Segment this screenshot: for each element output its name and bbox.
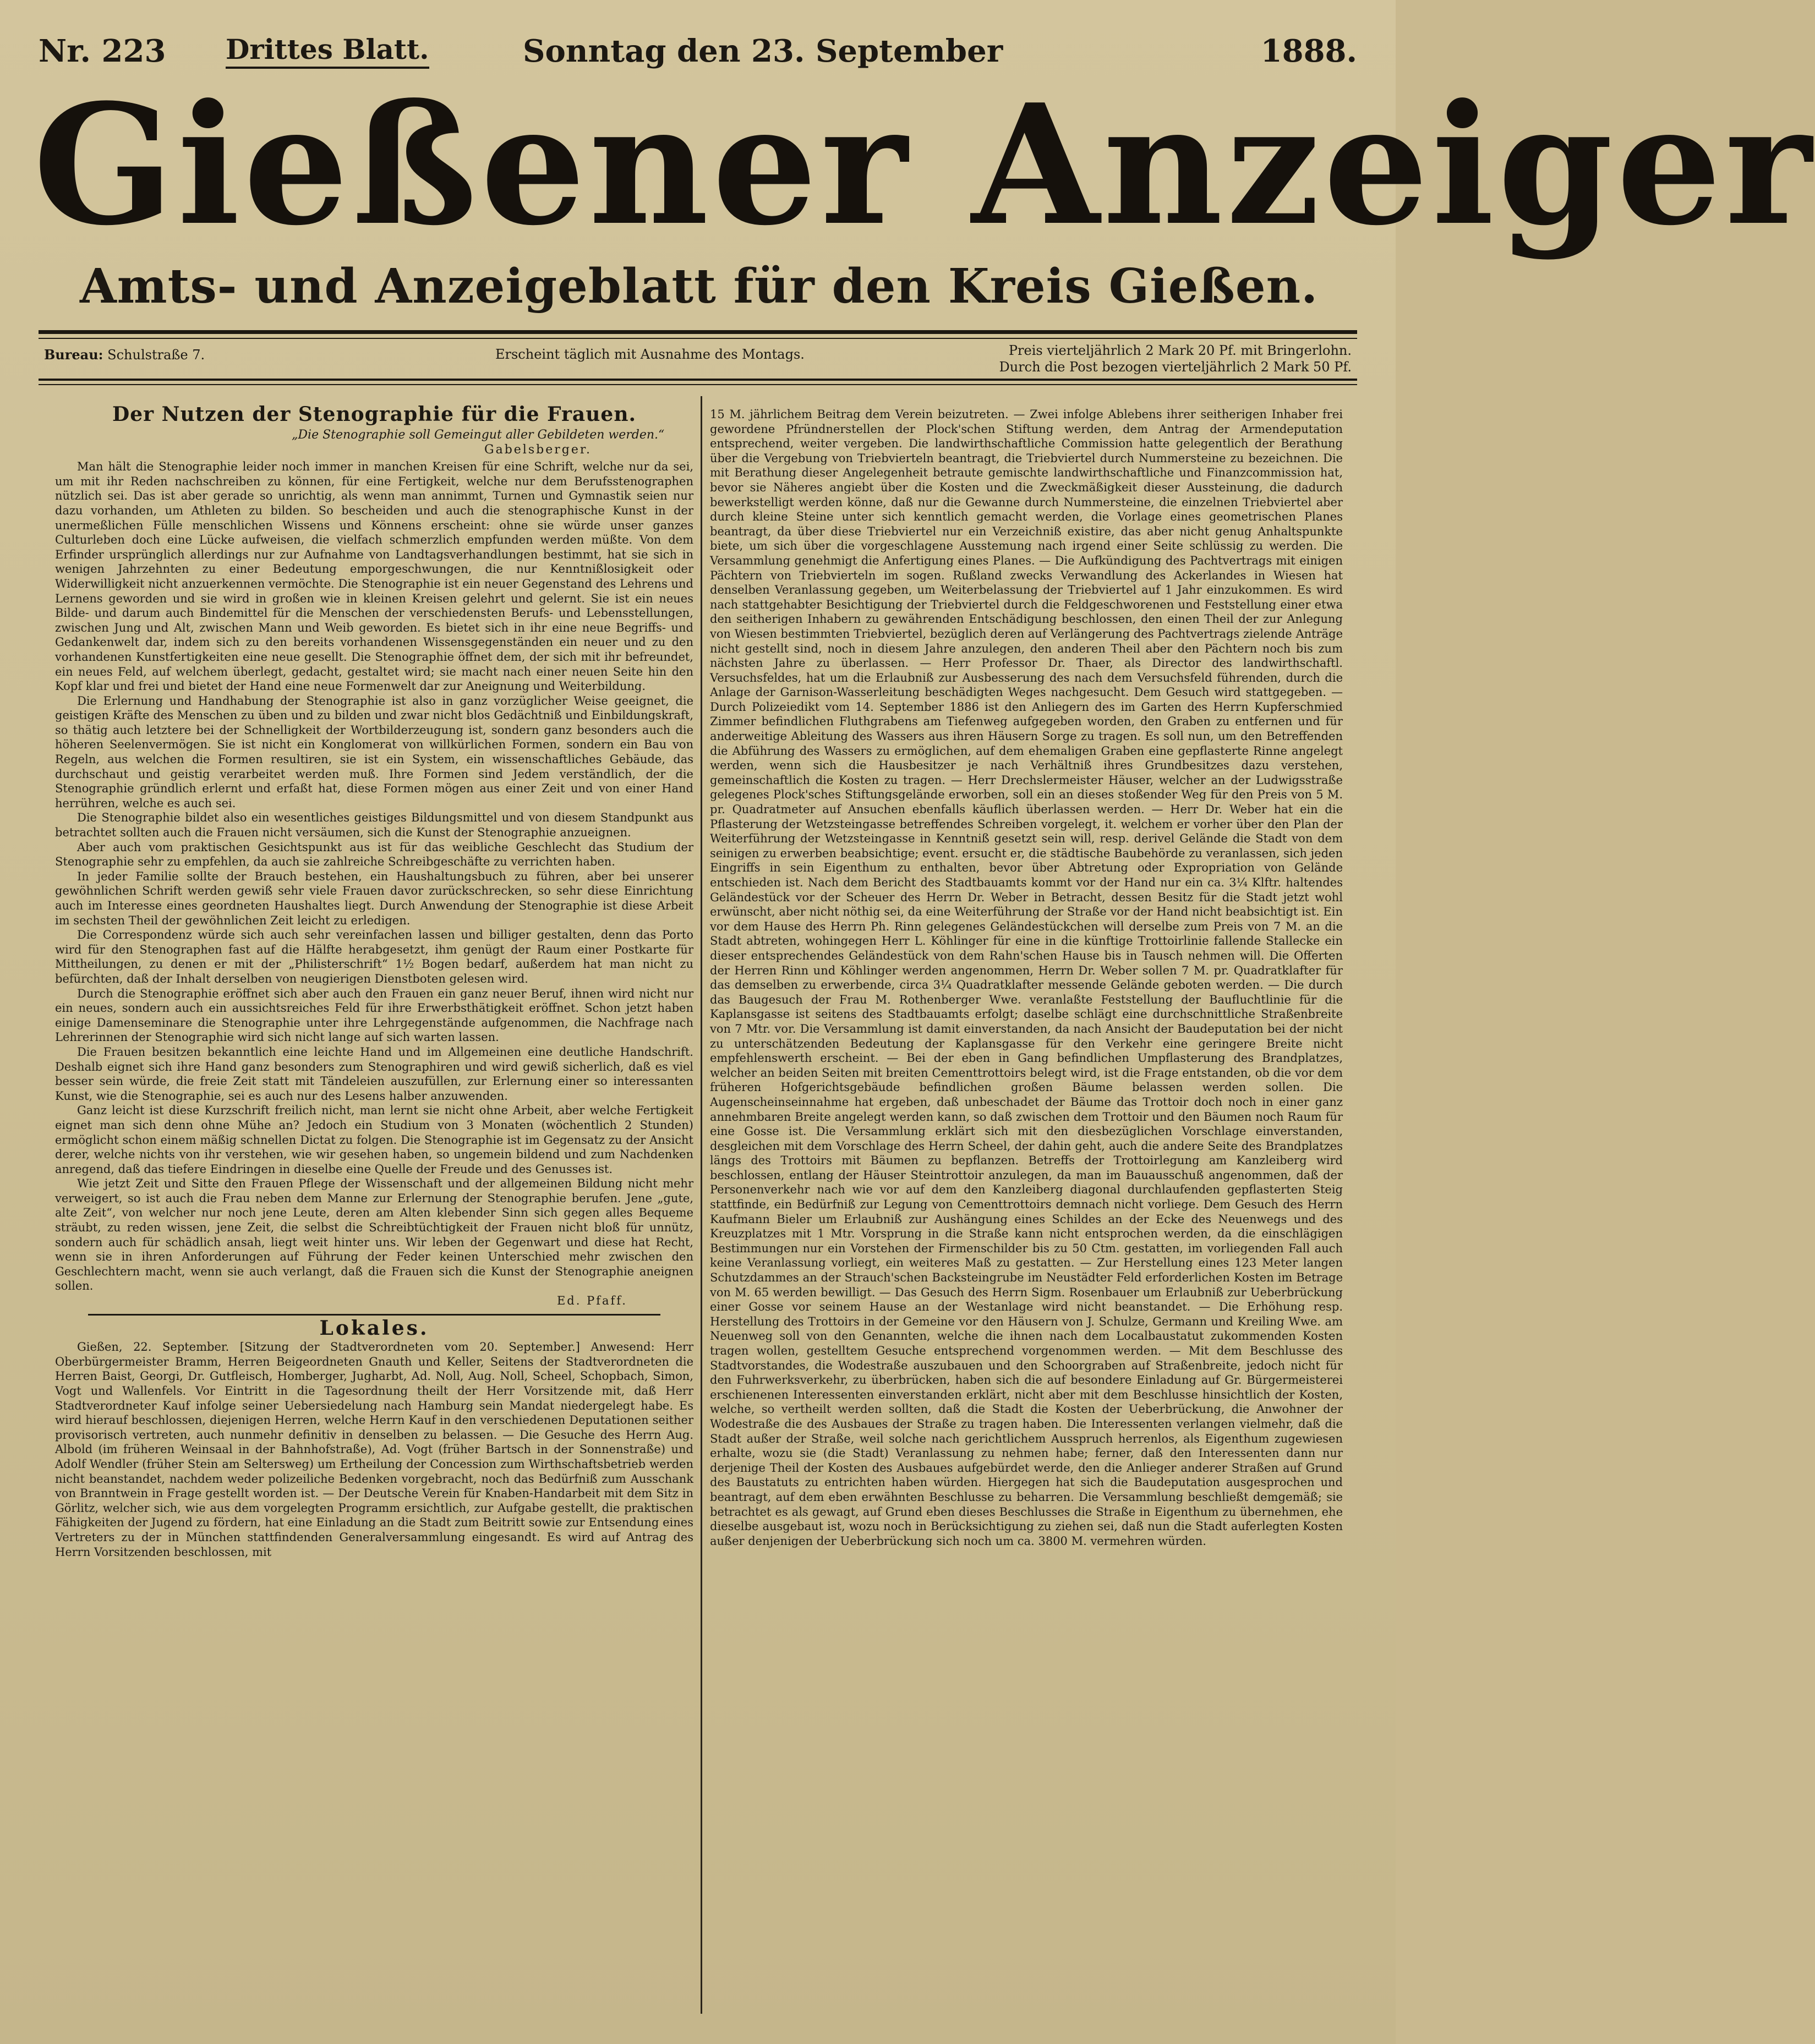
bureau-info	[44, 347, 205, 363]
section-rule	[88, 1314, 660, 1316]
article-paragraph: Aber auch vom praktischen Gesichtspunkt aus ist für das weibliche Geschlecht das Studium der Stenographie sehr zu empfehlen, da auch sie zahlreiche Schreibgeschäfte zu verrichten haben.	[55, 840, 693, 869]
article-paragraph: Die Stenographie bildet also ein wesentliches geistiges Bildungsmittel und von diesem Standpunkt aus betrachtet sollten auch die Frauen nicht versäumen, sich die Kunst der Stenographie anzueignen.	[55, 811, 693, 840]
masthead-title: Gießener Anzeiger	[33, 68, 1815, 262]
column-divider	[701, 396, 702, 2014]
price-line: Preis vierteljährlich 2 Mark 20 Pf. mit Bringerlohn.	[1008, 343, 1352, 358]
lokales-text: 15 M. jährlichem Beitrag dem Verein beizutreten. — Zwei infolge Ablebens ihrer seitherigen Inhaber frei gewordene Pfründnerstellen der Plock'schen Stiftung werden, dem Antrag der Armendeputation entsprechend, weiter vergeben. Die landwirthschaftliche Commission hatte gelegentlich der Berathung über die Vergebung von Triebvierteln beantragt, die Triebviertel durch Nummersteine zu bezeichnen. Die mit Berathung dieser Angelegenheit betraute gemischte landwirthschaftliche und Finanzcommission hat, bevor sie Näheres angiebt über die Kosten und die Zweckmäßigkeit dieser Aussteinung, die dadurch bewerkstelligt werden könne, daß nur die Gewanne durch Nummersteine, die einzelnen Triebviertel aber durch kleine Steine unter sich kenntlich gemacht werden, die Vorlage eines geometrischen Planes beantragt, da über diese Triebviertel nur ein Verzeichniß existire, das aber nicht genug Anhaltspunkte biete, um sich über die vorgeschlagene Ausstemung nach irgend einer Seite schlüssig zu werden. Die Versammlung genehmigt die Anfertigung eines Planes. — Die Aufkündigung des Pachtvertrags mit einigen Pächtern von Triebvierteln im sogen. Rußland zwecks Verwandlung des Ackerlandes in Wiesen hat denselben Veranlassung gegeben, um Weiterbelassung der Triebviertel auf 1 Jahr einzukommen. Es wird nach stattgehabter Besichtigung der Triebviertel durch die Feldgeschworenen und Feststellung einer etwa den seitherigen Inhabern zu gewährenden Entschädigung beschlossen, den einen Theil der zur Anlegung von Wiesen bestimmten Triebviertel, bezüglich deren auf Verlängerung des Pachtvertrags zielende Anträge nicht gestellt sind, noch in diesem Jahre anzulegen, den anderen Theil aber den Pächtern noch bis zum nächsten Jahre zu überlassen. — Herr Professor Dr. Thaer, als Director des landwirthschaftl. Versuchsfeldes, hat um die Erlaubniß zur Ausbesserung des nach dem Versuchsfeld führenden, durch die Anlage der Garnison-Wasserleitung beschädigten Weges nachgesucht. Dem Gesuch wird stattgegeben. — Durch Polizeiedikt vom 14. September 1886 ist den Anliegern des im Garten des Herrn Kupferschmied Zimmer befindlichen Fluthgrabens am Tiefenweg aufgegeben worden, den Graben zu entfernen und für anderweitige Ableitung des Wassers aus ihren Häusern Sorge zu tragen. Es soll nun, um den Betreffenden die Abführung des Wassers zu ermöglichen, auf dem ehemaligen Graben eine gepflasterte Rinne angelegt werden, wenn sich die Hausbesitzer je nach Verhältniß ihres Grundbesitzes dazu verstehen, gemeinschaftlich die Kosten zu tragen. — Herr Drechslermeister Häuser, welcher an der Ludwigsstraße gelegenes Plock'sches Stiftungsgelände erworben, soll ein an dieses stoßender Weg für den Preis von 5 M. pr. Quadratmeter auf Ansuchen ebenfalls käuflich überlassen werden. — Herr Dr. Weber hat ein die Pflasterung der Wetzsteingasse betreffendes Schreiben vorgelegt, it. welchem er vorher über den Plan der Weiterführung der Wetzsteingasse in Kenntniß gesetzt sein will, resp. derivel Gelände die Stadt von dem seinigen zu erwerben beabsichtige; event. ersucht er, die städtische Baubehörde zu veranlassen, sich jeden Eingriffs in sein Eigenthum zu enthalten, bevor über Abtretung oder Expropriation von Gelände entschieden ist. Nach dem Bericht des Stadtbauamts kommt vor der Hand nur ein ca. 3¼ Klftr. haltendes Geländestück vor der Scheuer des Herrn Dr. Weber in Betracht, dessen Besitz für die Stadt jetzt wohl erwünscht, aber nicht nöthig sei, da eine Weiterführung der Straße vor der Hand nicht beabsichtigt ist. Ein vor dem Hause des Herrn Ph. Rinn gelegenes Geländestückchen will derselbe zum Preis von 7 M. an die Stadt abtreten, wohingegen Herr L. Köhlinger für eine in die künftige Trottoirlinie fallende Stallecke ein dieser entsprechendes Geländestück von dem Rahn'schen Hause bis in Tausch nehmen will. Die Offerten der Herren Rinn und Köhlinger werden angenommen, Herrn Dr. Weber sollen 7 M. pr. Quadratklafter für das demselben zu erwerbende, circa 3¼ Quadratklafter messende Gelände geboten werden. — Die durch das Baugesuch der Frau M. Rothenberger Wwe. veranlaßte Feststellung der Baufluchtlinie für die Kaplansgasse ist seitens des Stadtbauamts erfolgt; daselbe schlägt eine durchschnittliche Straßenbreite von 7 Mtr. vor. Die Versammlung ist damit einverstanden, da nach Ansicht der Baudeputation bei der nicht zu unterschätzenden Bedeutung der Kaplansgasse für den Verkehr eine geringere Breite nicht empfehlenswerth erscheint. — Bei der eben in Gang befindlichen Umpflasterung des Brandplatzes, welcher an beiden Seiten mit breiten Cementtrottoirs belegt wird, ist die Frage entstanden, ob die vor dem früheren Hofgerichtsgebäude befindlichen großen Bäume belassen werden sollen. Die Augenscheinseinnahme hat ergeben, daß unbeschadet der Bäume das Trottoir doch noch in einer ganz annehmbaren Breite angelegt werden kann, so daß zwischen dem Trottoir und den Bäumen noch Raum für eine Gosse ist. Die Versammlung erklärt sich mit den diesbezüglichen Vorschlage einverstanden, desgleichen mit dem Vorschlage des Herrn Scheel, der dahin geht, auch die andere Seite des Brandplatzes längs des Trottoirs mit Bäumen zu bepflanzen. Betreffs der Trottoirlegung am Kanzleiberg wird beschlossen, entlang der Häuser Steintrottoir anzulegen, da man im Bauausschuß angenommen, daß der Personenverkehr nach wie vor auf dem den Kanzleiberg diagonal durchlaufenden gepflasterten Steig stattfinde, ein Bedürfniß zur Legung von Cementtrottoirs demnach nicht vorliege. Dem Gesuch des Herrn Kaufmann Bieler um Erlaubniß zur Aushängung eines Schildes an der Ecke des Neuenwegs und des Kreuzplatzes mit 1 Mtr. Vorsprung in die Straße kann nicht entsprochen werden, da die einschlägigen Bestimmungen nur ein Vorstehen der Firmenschilder bis zu 50 Ctm. gestatten, im vorliegenden Fall auch keine Veranlassung vorliegt, ein weiteres Maß zu gestatten. — Zur Herstellung eines 123 Meter langen Schutzdammes an der Strauch'schen Backsteingrube im Neustädter Feld erforderlichen Kosten im Betrage von M. 65 werden bewilligt. — Das Gesuch des Herrn Sigm. Rosenbauer um Erlaubniß zur Ueberbrückung einer Gosse vor seinem Hause an der Westanlage wird nicht beanstandet. — Die Erhöhung resp. Herstellung des Trottoirs in der Gemeine vor den Häusern von J. Schulze, Germann und Kreiling Wwe. am Neuenweg soll von den Genannten, welche die ihnen nach dem Localbaustatut zukommenden Kosten tragen wollen, gestelltem Gesuche entsprechend vorgenommen werden. — Mit dem Beschlusse des Stadtvorstandes, die Wodestraße auszubauen und den Schoorgraben auf Straßenbreite, jedoch nicht für den Fuhrwerksverkehr, zu überbrücken, haben sich die auf besondere Einladung auf Gr. Bürgermeisterei erschienenen Interessenten einverstanden erklärt, nicht aber mit dem Beschlusse hinsichtlich der Kosten, welche, so vertheilt werden sollten, daß die Stadt die Kosten der Ueberbrückung, die Anwohner der Wodestraße die des Ausbaues der Straße zu tragen haben. Die Interessenten verlangen vielmehr, daß die Stadt außer der Straße, weil solche nach gerichtlichem Ausspruch herrenlos, als Eigenthum zugewiesen erhalte, wozu sie (die Stadt) Veranlassung zu nehmen habe; ferner, daß den Interessenten dann nur derjenige Theil der Kosten des Ausbaues aufgebürdet werde, den die Anlieger anderer Straßen auf Grund des Baustatuts zu entrichten haben würden. Hiergegen hat sich die Baudeputation ausgesprochen und beantragt, auf dem eben erwähnten Beschlusse zu beharren. Die Versammlung beschließt demgemäß; sie betrachtet es als gewagt, auf Grund eben dieses Beschlusses die Straße in Eigenthum zu übernehmen, ehe dieselbe ausgebaut ist, wozu noch in Berücksichtigung zu ziehen sei, daß nun die Stadt auferlegten Kosten außer denjenigen der Ueberbrückung sich noch um ca. 3800 M. vermehren würden.	[710, 408, 1343, 1548]
article-paragraph: Die Erlernung und Handhabung der Stenographie ist also in ganz vorzüglicher Weise geeignet, die geistigen Kräfte des Menschen zu üben und zu bilden und zwar nicht blos Gedächtniß und Einbildungskraft, so thätig auch letztere bei der Schnelligkeit der Wortbilderzeugung ist, sondern ganz besonders auch die höheren Seelenvermögen. Sie ist nicht ein Konglomerat von willkürlichen Formen, sondern ein Bau von Regeln, aus welchen die Formen resultiren, sie ist ein System, ein wissenschaftliches Gebäude, das durchschaut und geistig verarbeitet werden muß. Ihre Formen sind Jedem verständlich, der die Stenographie gründlich erlernt und erfaßt hat, diese Formen mögen aus einer Zeit und von einer Hand herrühren, welche es auch sei.	[55, 694, 693, 810]
right-column	[710, 407, 1343, 1548]
article-paragraph: Wie jetzt Zeit und Sitte den Frauen Pflege der Wissenschaft und der allgemeinen Bildung nicht mehr verweigert, so ist auch die Frau neben dem Manne zur Erlernung der Stenographie berufen. Jene „gute, alte Zeit“, von welcher nur noch jene Leute, deren am Alten klebender Sinn sich gegen alles Bequeme sträubt, zu reden wissen, jene Zeit, die selbst die Schreibtüchtigkeit der Frauen nicht bloß für unnütz, sondern auch für schädlich ansah, liegt weit hinter uns. Wir leben der Gegenwart und diese hat Recht, wenn sie in ihren Anforderungen auf Führung der Feder keinen Unterschied mehr zwischen den Geschlechtern macht, wenn sie auch verlangt, daß die Frauen sich die Kunst der Stenographie aneignen sollen.	[55, 1177, 693, 1293]
price-line: Durch die Post bezogen vierteljährlich 2 Mark 50 Pf.	[999, 359, 1352, 375]
section-heading-lokales: Lokales.	[319, 1316, 429, 1340]
publication-info: Erscheint täglich mit Ausnahme des Montags.	[495, 347, 805, 362]
header-rule	[39, 330, 1357, 334]
article-title: Der Nutzen der Stenographie für die Frauen.	[112, 403, 637, 426]
header-rule	[39, 384, 1357, 385]
masthead-subtitle: Amts- und Anzeigeblatt für den Kreis Gießen.	[79, 259, 1319, 314]
bureau-address: Schulstraße 7.	[107, 347, 205, 363]
lokales-text: Gießen, 22. September. [Sitzung der Stadtverordneten vom 20. September.] Anwesend: Herr Oberbürgermeister Bramm, Herren Beigeordneten Gnauth und Keller, Seitens der Stadtverordneten die Herren Baist, Georgi, Dr. Gutfleisch, Homberger, Jugharbt, Ad. Noll, Aug. Noll, Scheel, Schopbach, Simon, Vogt und Wallenfels. Vor Eintritt in die Tagesordnung theilt der Herr Vorsitzende mit, daß Herr Stadtverordneter Kauf infolge seiner Uebersiedelung nach Hamburg sein Mandat niedergelegt habe. Es wird hierauf beschlossen, diejenigen Herren, welche Herrn Kauf in den verschiedenen Deputationen seither provisorisch vertreten, auch nunmehr definitiv in denselben zu belassen. — Die Gesuche des Herrn Aug. Albold (im früheren Weinsaal in der Bahnhofstraße), Ad. Vogt (früher Bartsch in der Sonnenstraße) und Adolf Wendler (früher Stein am Seltersweg) um Ertheilung der Concession zum Wirthschaftsbetrieb werden nicht beanstandet, nachdem weder polizeiliche Bedenken vorgebracht, noch das Bedürfniß zum Ausschank von Branntwein in Frage gestellt worden ist. — Der Deutsche Verein für Knaben-Handarbeit mit dem Sitz in Görlitz, welcher sich, wie aus dem vorgelegten Programm ersichtlich, zur Aufgabe gestellt, die praktischen Fähigkeiten der Jugend zu fördern, hat eine Einladung an die Stadt zum Beitritt sowie zur Entsendung eines Vertreters zu der in München stattfindenden Generalversammlung eingesandt. Es wird auf Antrag des Herrn Vorsitzenden beschlossen, mit	[55, 1340, 693, 1559]
sheet-label: Drittes Blatt.	[226, 33, 429, 69]
motto-source: Gabelsberger.	[484, 442, 592, 457]
article-motto: „Die Stenographie soll Gemeingut aller Gebildeten werden.“	[292, 428, 665, 442]
bureau-label: Bureau:	[44, 347, 103, 363]
article-paragraph: Die Frauen besitzen bekanntlich eine leichte Hand und im Allgemeinen eine deutliche Handschrift. Deshalb eignet sich ihre Hand ganz besonders zum Stenographiren und wird gewiß sicherlich, daß es viel besser sein würde, die freie Zeit statt mit Tändeleien auszufüllen, zur Erlernung einer so interessanten Kunst, wie die Stenographie, sei es auch nur des Lesens halber anzuwenden.	[55, 1045, 693, 1103]
issue-date: Sonntag den 23. September	[523, 33, 1003, 69]
article-paragraph: In jeder Familie sollte der Brauch bestehen, ein Haushaltungsbuch zu führen, aber bei unserer gewöhnlichen Schrift werden gewiß sehr viele Frauen davor zurückschrecken, so sehr diese Einrichtung auch im Interesse eines geordneten Haushaltes liegt. Durch Anwendung der Stenographie ist diese Arbeit im sechsten Theil der gewöhnlichen Zeit leicht zu erledigen.	[55, 869, 693, 927]
price-info	[999, 342, 1352, 375]
article-signature: Ed. Pfaff.	[556, 1294, 627, 1308]
issue-year: 1888.	[1260, 33, 1357, 69]
header-rule	[39, 338, 1357, 339]
issue-number: Nr. 223	[39, 33, 166, 69]
left-column	[55, 403, 693, 1559]
article-paragraph: Man hält die Stenographie leider noch immer in manchen Kreisen für eine Schrift, welche nur da sei, um mit ihr Reden nachschreiben zu können, für eine Fertigkeit, welche nur dem Berufsstenographen nützlich sei. Das ist aber gerade so unrichtig, als wenn man annimmt, Turnen und Gymnastik seien nur dazu vorhanden, um Athleten zu bilden. So bescheiden und auch die stenographische Kunst in der unermeßlichen Fülle menschlichen Wissens und Könnens erscheint: ohne sie würde unser ganzes Culturleben doch eine Lücke aufweisen, die vielfach schmerzlich empfunden werden müßte. Von dem Erfinder ursprünglich allerdings nur zur Aufnahme von Landtagsverhandlungen bestimmt, hat sie sich in wenigen Jahrzehnten zu einer Bedeutung emporgeschwungen, die nur Kenntnißlosigkeit oder Widerwilligkeit nicht anzuerkennen vermöchte. Die Stenographie ist ein neuer Gegenstand des Lehrens und Lernens geworden und sie wird in großen wie in kleinen Kreisen gelehrt und gelernt. Sie ist ein neues Bilde- und darum auch Bindemittel für die Menschen der verschiedensten Berufs- und Lebensstellungen, zwischen Jung und Alt, zwischen Mann und Weib geworden. Es bietet sich in ihr eine neue Begriffs- und Gedankenwelt dar, indem sich zu den bereits vorhandenen Wissensgegenständen ein neuer und zu den vorhandenen Kunstfertigkeiten eine neue gesellt. Die Stenographie öffnet dem, der sich mit ihr befreundet, ein neues Feld, auf welchem überlegt, gedacht, gestaltet wird; sie macht nach einer neuen Seite hin den Kopf klar und frei und bietet der Hand eine neue Formenwelt dar zur Aneignung und Weiterbildung.	[55, 460, 693, 693]
header-rule	[39, 379, 1357, 381]
article-paragraph: Ganz leicht ist diese Kurzschrift freilich nicht, man lernt sie nicht ohne Arbeit, aber welche Fertigkeit eignet man sich denn ohne Mühe an? Jedoch ein Studium von 3 Monaten (wöchentlich 2 Stunden) ermöglicht schon einem mäßig schnellen Dictat zu folgen. Die Stenographie ist im Gegensatz zu der Ansicht derer, welche nichts von ihr verstehen, wie wir gesehen haben, so ungemein bildend und zum Nachdenken anregend, daß das tiefere Eindringen in dieselbe eine Quelle der Freude und des Genusses ist.	[55, 1104, 693, 1176]
article-paragraph: Die Correspondenz würde sich auch sehr vereinfachen lassen und billiger gestalten, denn das Porto wird für den Stenographen fast auf die Hälfte herabgesetzt, ihm genügt der Raum einer Postkarte für Mittheilungen, zu denen er mit der „Philisterschrift“ 1½ Bogen bedarf, außerdem hat man nicht zu befürchten, daß der Inhalt derselben von neugierigen Dienstboten gelesen wird.	[55, 928, 693, 985]
article-paragraph: Durch die Stenographie eröffnet sich aber auch den Frauen ein ganz neuer Beruf, ihnen wird nicht nur ein neues, sondern auch ein aussichtsreiches Feld für ihre Erwerbsthätigkeit eröffnet. Schon jetzt haben einige Damenseminare die Stenographie unter ihre Lehrgegenstände aufgenommen, die Nachfrage nach Lehrerinnen der Stenographie wird sich nicht lange auf sich warten lassen.	[55, 987, 693, 1044]
